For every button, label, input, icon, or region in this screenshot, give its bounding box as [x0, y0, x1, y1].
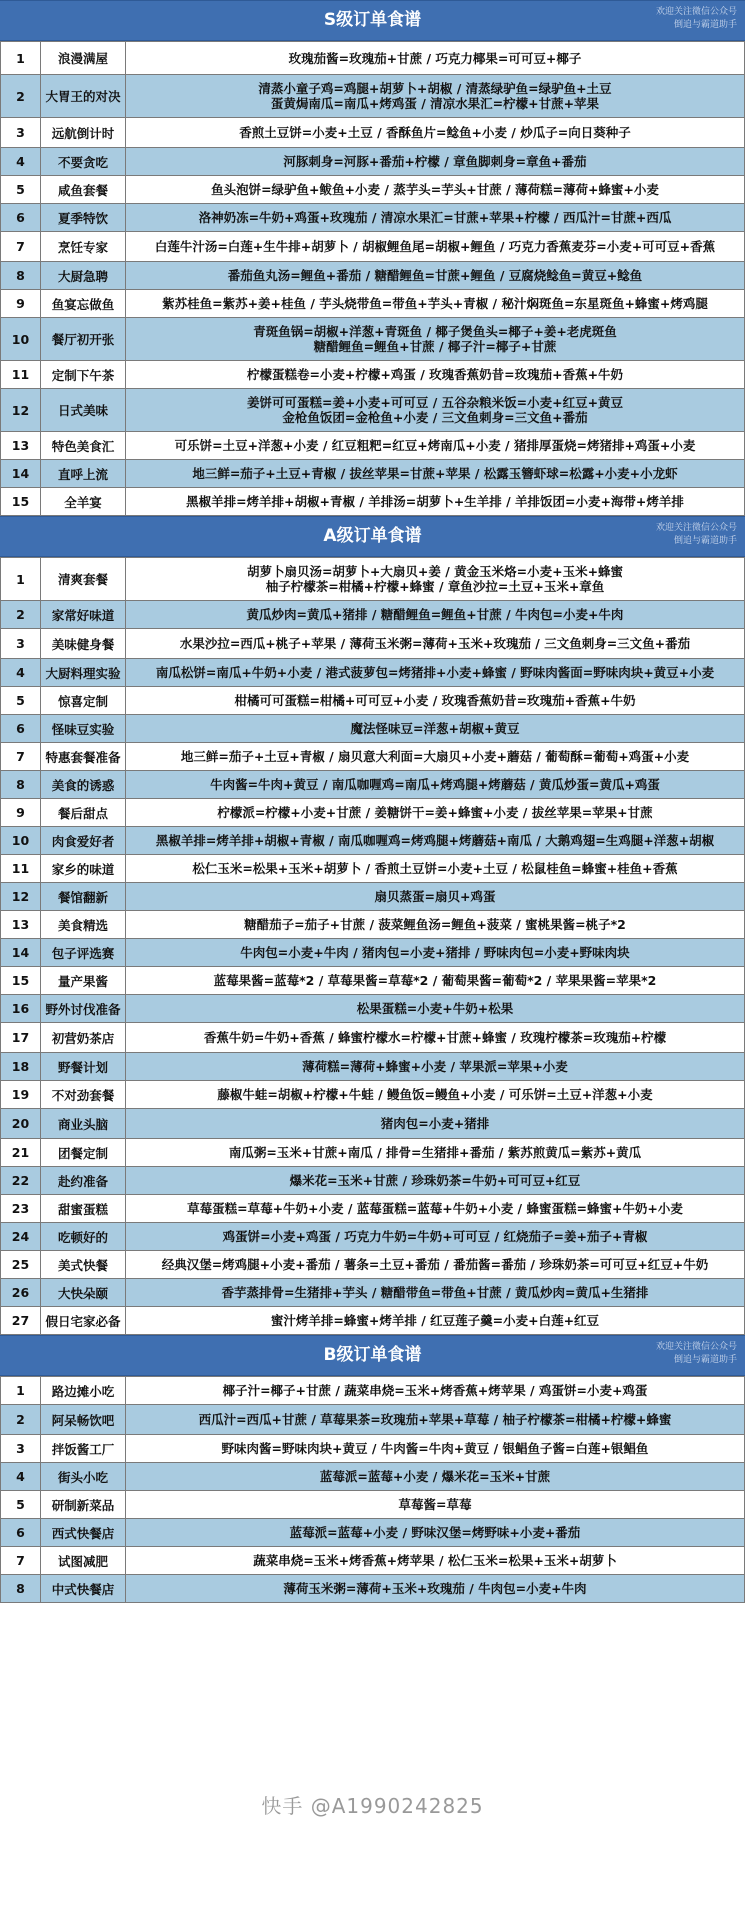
recipe-cell	[126, 1377, 745, 1405]
row-number: 8	[1, 771, 41, 799]
order-name: 大快朵颐	[41, 1279, 126, 1307]
row-number: 19	[1, 1081, 41, 1109]
row-number: 13	[1, 911, 41, 939]
recipe-line: 猪肉包=小麦+猪排	[380, 1116, 490, 1131]
row-number: 7	[1, 232, 41, 262]
recipe-line: 清蒸小童子鸡=鸡腿+胡萝卜+胡椒 / 清蒸绿驴鱼=绿驴鱼+土豆	[258, 81, 612, 96]
recipe-table	[0, 1376, 745, 1603]
row-number: 5	[1, 687, 41, 715]
row-number: 26	[1, 1279, 41, 1307]
watermark-line: 倒追与霸道助手	[673, 20, 737, 30]
order-name: 大厨急聘	[41, 262, 126, 290]
order-name: 烹饪专家	[41, 232, 126, 262]
table-row	[1, 687, 745, 715]
recipe-line: 蜜汁烤羊排=蜂蜜+烤羊排 / 红豆莲子羹=小麦+白莲+红豆	[270, 1313, 600, 1328]
row-number: 7	[1, 1547, 41, 1575]
order-name: 美食精选	[41, 911, 126, 939]
recipe-cell	[126, 1491, 745, 1519]
recipe-line: 柚子柠檬茶=柑橘+柠檬+蜂蜜 / 章鱼沙拉=土豆+玉米+章鱼	[265, 579, 605, 594]
row-number: 2	[1, 75, 41, 118]
table-row	[1, 1547, 745, 1575]
recipe-line: 草莓酱=草莓	[398, 1497, 472, 1512]
recipe-cell	[126, 883, 745, 911]
recipe-line: 蓝莓派=蓝莓+小麦 / 爆米花=玉米+甘蔗	[319, 1469, 551, 1484]
order-name: 中式快餐店	[41, 1575, 126, 1603]
recipe-line: 香蕉牛奶=牛奶+香蕉 / 蜂蜜柠檬水=柠檬+甘蔗+蜂蜜 / 玫瑰柠檬茶=玫瑰茄+柠檬	[203, 1030, 667, 1045]
table-row	[1, 1251, 745, 1279]
recipe-cell	[126, 855, 745, 883]
order-name: 美式快餐	[41, 1251, 126, 1279]
order-name: 量产果酱	[41, 967, 126, 995]
section-header	[0, 516, 745, 557]
recipe-line: 蛋黄焗南瓜=南瓜+烤鸡蛋 / 清凉水果汇=柠檬+甘蔗+苹果	[270, 96, 600, 111]
table-row	[1, 883, 745, 911]
recipe-cell	[126, 361, 745, 389]
row-number: 3	[1, 629, 41, 659]
row-number: 12	[1, 883, 41, 911]
recipe-line: 地三鲜=茄子+土豆+青椒 / 拔丝苹果=甘蔗+苹果 / 松露玉簪虾球=松露+小麦+小龙虾	[192, 466, 678, 481]
order-name: 特惠套餐准备	[41, 743, 126, 771]
row-number: 15	[1, 967, 41, 995]
order-name: 赴约准备	[41, 1167, 126, 1195]
recipe-cell	[126, 42, 745, 75]
recipe-cell	[126, 1463, 745, 1491]
row-number: 5	[1, 1491, 41, 1519]
recipe-line: 鸡蛋饼=小麦+鸡蛋 / 巧克力牛奶=牛奶+可可豆 / 红烧茄子=姜+茄子+青椒	[222, 1229, 648, 1244]
recipe-cell	[126, 771, 745, 799]
recipe-line: 薄荷糕=薄荷+蜂蜜+小麦 / 苹果派=苹果+小麦	[302, 1059, 568, 1074]
table-row	[1, 262, 745, 290]
table-row	[1, 659, 745, 687]
recipe-cell	[126, 1435, 745, 1463]
table-row	[1, 771, 745, 799]
watermark-line: 欢迎关注微信公众号	[655, 1342, 737, 1352]
recipe-cell	[126, 967, 745, 995]
order-name: 不要贪吃	[41, 148, 126, 176]
recipe-line: 蓝莓派=蓝莓+小麦 / 野味汉堡=烤野味+小麦+番茄	[289, 1525, 581, 1540]
watermark-line: 倒追与霸道助手	[673, 1355, 737, 1365]
recipe-line: 魔法怪味豆=洋葱+胡椒+黄豆	[350, 721, 520, 736]
row-number: 22	[1, 1167, 41, 1195]
table-row	[1, 460, 745, 488]
recipe-line: 可乐饼=土豆+洋葱+小麦 / 红豆粗粑=红豆+烤南瓜+小麦 / 猪排厚蛋烧=烤猪排+鸡蛋+小麦	[174, 438, 696, 453]
row-number: 10	[1, 318, 41, 361]
table-row	[1, 75, 745, 118]
row-number: 12	[1, 389, 41, 432]
recipe-line: 野味肉酱=野味肉块+黄豆 / 牛肉酱=牛肉+黄豆 / 银鲳鱼子酱=白莲+银鲳鱼	[221, 1441, 649, 1456]
recipe-table	[0, 41, 745, 516]
recipe-line: 南瓜粥=玉米+甘蔗+南瓜 / 排骨=生猪排+番茄 / 紫苏煎黄瓜=紫苏+黄瓜	[228, 1145, 642, 1160]
recipe-cell	[126, 1223, 745, 1251]
recipe-line: 薄荷玉米粥=薄荷+玉米+玫瑰茄 / 牛肉包=小麦+牛肉	[283, 1581, 587, 1596]
table-row	[1, 1519, 745, 1547]
row-number: 8	[1, 1575, 41, 1603]
order-name: 试图减肥	[41, 1547, 126, 1575]
recipe-line: 蓝莓果酱=蓝莓*2 / 草莓果酱=草莓*2 / 葡萄果酱=葡萄*2 / 苹果果酱=苹果*2	[213, 973, 657, 988]
recipe-cell	[126, 432, 745, 460]
recipe-line: 水果沙拉=西瓜+桃子+苹果 / 薄荷玉米粥=薄荷+玉米+玫瑰茄 / 三文鱼刺身=三文鱼+番茄	[179, 636, 691, 651]
table-row	[1, 601, 745, 629]
recipe-line: 黑椒羊排=烤羊排+胡椒+青椒 / 羊排汤=胡萝卜+生羊排 / 羊排饭团=小麦+海带+烤羊排	[186, 494, 684, 509]
order-name: 餐馆翻新	[41, 883, 126, 911]
section-title: A级订单食谱	[323, 526, 422, 546]
recipe-line: 香煎土豆饼=小麦+土豆 / 香酥鱼片=鲶鱼+小麦 / 炒瓜子=向日葵种子	[239, 125, 631, 140]
order-name: 包子评选赛	[41, 939, 126, 967]
recipe-cell	[126, 118, 745, 148]
table-row	[1, 318, 745, 361]
table-row	[1, 939, 745, 967]
header-watermark	[656, 6, 737, 32]
row-number: 21	[1, 1139, 41, 1167]
row-number: 17	[1, 1023, 41, 1053]
order-name: 美味健身餐	[41, 629, 126, 659]
recipe-cell	[126, 232, 745, 262]
row-number: 2	[1, 1405, 41, 1435]
row-number: 1	[1, 1377, 41, 1405]
table-row	[1, 995, 745, 1023]
recipe-cell	[126, 1547, 745, 1575]
order-name: 野餐计划	[41, 1053, 126, 1081]
row-number: 9	[1, 799, 41, 827]
table-row	[1, 389, 745, 432]
recipe-line: 黑椒羊排=烤羊排+胡椒+青椒 / 南瓜咖喱鸡=烤鸡腿+烤蘑菇+南瓜 / 大鹅鸡翅=生鸡腿+洋葱+胡椒	[155, 833, 715, 848]
table-row	[1, 1575, 745, 1603]
recipe-cell	[126, 262, 745, 290]
recipe-line: 糖醋鲤鱼=鲤鱼+甘蔗 / 椰子汁=椰子+甘蔗	[313, 339, 557, 354]
row-number: 4	[1, 1463, 41, 1491]
recipe-cell	[126, 460, 745, 488]
order-name: 餐后甜点	[41, 799, 126, 827]
row-number: 14	[1, 939, 41, 967]
recipe-line: 藤椒牛蛙=胡椒+柠檬+牛蛙 / 鳗鱼饭=鳗鱼+小麦 / 可乐饼=土豆+洋葱+小麦	[217, 1087, 653, 1102]
row-number: 5	[1, 176, 41, 204]
row-number: 11	[1, 855, 41, 883]
table-row	[1, 967, 745, 995]
table-row	[1, 1139, 745, 1167]
table-row	[1, 290, 745, 318]
recipe-line: 金枪鱼饭团=金枪鱼+小麦 / 三文鱼刺身=三文鱼+番茄	[282, 410, 588, 425]
row-number: 6	[1, 204, 41, 232]
recipe-cell	[126, 911, 745, 939]
recipe-line: 胡萝卜扇贝汤=胡萝卜+大扇贝+姜 / 黄金玉米烙=小麦+玉米+蜂蜜	[246, 564, 624, 579]
recipe-line: 柠檬派=柠檬+小麦+甘蔗 / 姜糖饼干=姜+蜂蜜+小麦 / 拔丝苹果=苹果+甘蔗	[217, 805, 653, 820]
table-row	[1, 799, 745, 827]
recipe-line: 蔬菜串烧=玉米+烤香蕉+烤苹果 / 松仁玉米=松果+玉米+胡萝卜	[253, 1553, 617, 1568]
recipe-cell	[126, 743, 745, 771]
recipe-line: 白莲牛汁汤=白莲+生牛排+胡萝卜 / 胡椒鲤鱼尾=胡椒+鲤鱼 / 巧克力香蕉麦芬=小麦+可可豆+香蕉	[154, 239, 716, 254]
recipe-cell	[126, 176, 745, 204]
recipe-cell	[126, 1307, 745, 1335]
recipe-cell	[126, 1251, 745, 1279]
table-row	[1, 1167, 745, 1195]
recipe-cell	[126, 1167, 745, 1195]
recipe-cell	[126, 75, 745, 118]
table-row	[1, 1223, 745, 1251]
recipe-line: 玫瑰茄酱=玫瑰茄+甘蔗 / 巧克力椰果=可可豆+椰子	[288, 50, 582, 66]
row-number: 3	[1, 1435, 41, 1463]
order-name: 远航倒计时	[41, 118, 126, 148]
order-name: 餐厅初开张	[41, 318, 126, 361]
row-number: 7	[1, 743, 41, 771]
recipe-cell	[126, 799, 745, 827]
order-name: 团餐定制	[41, 1139, 126, 1167]
order-name: 惊喜定制	[41, 687, 126, 715]
watermark-line: 欢迎关注微信公众号	[655, 7, 737, 17]
row-number: 8	[1, 262, 41, 290]
recipe-cell	[126, 1081, 745, 1109]
recipe-line: 爆米花=玉米+甘蔗 / 珍珠奶茶=牛奶+可可豆+红豆	[289, 1173, 581, 1188]
row-number: 6	[1, 715, 41, 743]
recipe-line: 番茄鱼丸汤=鲤鱼+番茄 / 糖醋鲤鱼=甘蔗+鲤鱼 / 豆腐烧鲶鱼=黄豆+鲶鱼	[227, 268, 643, 283]
row-number: 10	[1, 827, 41, 855]
table-row	[1, 558, 745, 601]
header-watermark	[656, 1341, 737, 1367]
header-watermark	[656, 522, 737, 548]
table-row	[1, 855, 745, 883]
section-header	[0, 1335, 745, 1376]
row-number: 27	[1, 1307, 41, 1335]
table-row	[1, 361, 745, 389]
recipe-line: 青斑鱼锅=胡椒+洋葱+青斑鱼 / 椰子煲鱼头=椰子+姜+老虎斑鱼	[253, 324, 617, 339]
watermark-line: 欢迎关注微信公众号	[655, 523, 737, 533]
order-name: 阿呆畅饮吧	[41, 1405, 126, 1435]
recipe-cell	[126, 939, 745, 967]
order-name: 怪味豆实验	[41, 715, 126, 743]
order-name: 浪漫满屋	[41, 42, 126, 75]
recipe-cell	[126, 1405, 745, 1435]
order-name: 家常好味道	[41, 601, 126, 629]
row-number: 23	[1, 1195, 41, 1223]
row-number: 2	[1, 601, 41, 629]
recipe-cell	[126, 995, 745, 1023]
recipe-line: 洛神奶冻=牛奶+鸡蛋+玫瑰茄 / 清凉水果汇=甘蔗+苹果+柠檬 / 西瓜汁=甘蔗+西瓜	[198, 210, 672, 225]
recipe-cell	[126, 389, 745, 432]
order-name: 街头小吃	[41, 1463, 126, 1491]
recipe-cell	[126, 1279, 745, 1307]
recipe-line: 经典汉堡=烤鸡腿+小麦+番茄 / 薯条=土豆+番茄 / 番茄酱=番茄 / 珍珠奶茶=可可豆+红豆+牛奶	[161, 1257, 709, 1272]
recipe-cell	[126, 827, 745, 855]
recipe-cell	[126, 488, 745, 516]
recipe-line: 柠檬蛋糕卷=小麦+柠檬+鸡蛋 / 玫瑰香蕉奶昔=玫瑰茄+香蕉+牛奶	[246, 367, 624, 382]
recipe-cell	[126, 318, 745, 361]
table-row	[1, 911, 745, 939]
row-number: 1	[1, 558, 41, 601]
recipe-line: 松仁玉米=松果+玉米+胡萝卜 / 香煎土豆饼=小麦+土豆 / 松鼠桂鱼=蜂蜜+桂鱼+香蕉	[192, 861, 678, 876]
row-number: 9	[1, 290, 41, 318]
order-name: 野外讨伐准备	[41, 995, 126, 1023]
table-row	[1, 1023, 745, 1053]
recipe-cell	[126, 1519, 745, 1547]
order-name: 假日宅家必备	[41, 1307, 126, 1335]
table-row	[1, 1405, 745, 1435]
table-row	[1, 715, 745, 743]
table-row	[1, 176, 745, 204]
table-row	[1, 1491, 745, 1519]
order-name: 肉食爱好者	[41, 827, 126, 855]
recipe-line: 紫苏桂鱼=紫苏+姜+桂鱼 / 芋头烧带鱼=带鱼+芋头+青椒 / 秘汁焖斑鱼=东星斑鱼+蜂蜜+烤鸡腿	[162, 296, 708, 311]
section-header	[0, 0, 745, 41]
recipe-cell	[126, 290, 745, 318]
order-name: 日式美味	[41, 389, 126, 432]
row-number: 6	[1, 1519, 41, 1547]
recipe-line: 姜饼可可蛋糕=姜+小麦+可可豆 / 五谷杂粮米饭=小麦+红豆+黄豆	[246, 395, 624, 410]
recipe-line: 柑橘可可蛋糕=柑橘+可可豆+小麦 / 玫瑰香蕉奶昔=玫瑰茄+香蕉+牛奶	[234, 693, 636, 708]
recipe-cell	[126, 629, 745, 659]
recipe-line: 鱼头泡饼=绿驴鱼+鲅鱼+小麦 / 蒸芋头=芋头+甘蔗 / 薄荷糕=薄荷+蜂蜜+小麦	[211, 182, 659, 197]
row-number: 13	[1, 432, 41, 460]
recipe-cell	[126, 687, 745, 715]
recipe-cell	[126, 148, 745, 176]
watermark-line: 倒追与霸道助手	[673, 536, 737, 546]
table-row	[1, 1307, 745, 1335]
recipe-table	[0, 557, 745, 1335]
recipe-cell	[126, 1109, 745, 1139]
table-row	[1, 1081, 745, 1109]
order-name: 定制下午茶	[41, 361, 126, 389]
recipe-cell	[126, 1023, 745, 1053]
table-row	[1, 432, 745, 460]
section-title: S级订单食谱	[323, 10, 422, 30]
row-number: 24	[1, 1223, 41, 1251]
recipe-line: 南瓜松饼=南瓜+牛奶+小麦 / 港式菠萝包=烤猪排+小麦+蜂蜜 / 野味肉酱面=野味肉块+黄豆+小麦	[155, 665, 715, 680]
row-number: 4	[1, 659, 41, 687]
order-name: 甜蜜蛋糕	[41, 1195, 126, 1223]
table-row	[1, 1195, 745, 1223]
order-name: 美食的诱惑	[41, 771, 126, 799]
row-number: 25	[1, 1251, 41, 1279]
recipe-line: 河豚刺身=河豚+番茄+柠檬 / 章鱼脚刺身=章鱼+番茄	[283, 154, 587, 169]
recipe-cell	[126, 601, 745, 629]
recipe-cell	[126, 1195, 745, 1223]
recipe-line: 扇贝蒸蛋=扇贝+鸡蛋	[374, 889, 496, 904]
table-row	[1, 148, 745, 176]
row-number: 14	[1, 460, 41, 488]
row-number: 1	[1, 42, 41, 75]
table-row	[1, 118, 745, 148]
row-number: 4	[1, 148, 41, 176]
recipe-line: 牛肉包=小麦+牛肉 / 猪肉包=小麦+猪排 / 野味肉包=小麦+野味肉块	[240, 945, 630, 960]
order-name: 西式快餐店	[41, 1519, 126, 1547]
table-row	[1, 1279, 745, 1307]
table-row	[1, 1377, 745, 1405]
table-row	[1, 827, 745, 855]
order-name: 清爽套餐	[41, 558, 126, 601]
row-number: 15	[1, 488, 41, 516]
recipe-line: 椰子汁=椰子+甘蔗 / 蔬菜串烧=玉米+烤香蕉+烤苹果 / 鸡蛋饼=小麦+鸡蛋	[222, 1383, 648, 1398]
recipe-line: 松果蛋糕=小麦+牛奶+松果	[356, 1001, 514, 1016]
recipe-cell	[126, 204, 745, 232]
row-number: 16	[1, 995, 41, 1023]
table-row	[1, 1463, 745, 1491]
order-name: 咸鱼套餐	[41, 176, 126, 204]
section-title: B级订单食谱	[323, 1345, 422, 1365]
row-number: 20	[1, 1109, 41, 1139]
recipe-line: 香芋蒸排骨=生猪排+芋头 / 糖醋带鱼=带鱼+甘蔗 / 黄瓜炒肉=黄瓜+生猪排	[221, 1285, 649, 1300]
bottom-watermark: 快手 @A1990242825	[261, 1794, 484, 1818]
row-number: 11	[1, 361, 41, 389]
table-row	[1, 204, 745, 232]
order-name: 拌饭酱工厂	[41, 1435, 126, 1463]
recipe-line: 糖醋茄子=茄子+甘蔗 / 菠菜鲤鱼汤=鲤鱼+菠菜 / 蜜桃果酱=桃子*2	[244, 917, 626, 932]
order-name: 吃顿好的	[41, 1223, 126, 1251]
table-row	[1, 1053, 745, 1081]
order-name: 夏季特饮	[41, 204, 126, 232]
table-row	[1, 743, 745, 771]
order-name: 直呼上流	[41, 460, 126, 488]
row-number: 3	[1, 118, 41, 148]
order-name: 大胃王的对决	[41, 75, 126, 118]
table-row	[1, 232, 745, 262]
recipe-cell	[126, 1575, 745, 1603]
order-name: 研制新菜品	[41, 1491, 126, 1519]
table-row	[1, 629, 745, 659]
recipe-line: 黄瓜炒肉=黄瓜+猪排 / 糖醋鲤鱼=鲤鱼+甘蔗 / 牛肉包=小麦+牛肉	[246, 607, 624, 622]
table-row	[1, 1109, 745, 1139]
row-number: 18	[1, 1053, 41, 1081]
order-name: 全羊宴	[41, 488, 126, 516]
recipe-cell	[126, 558, 745, 601]
recipe-cell	[126, 1053, 745, 1081]
order-name: 不对劲套餐	[41, 1081, 126, 1109]
table-row	[1, 42, 745, 75]
recipe-cell	[126, 1139, 745, 1167]
table-row	[1, 1435, 745, 1463]
recipe-line: 牛肉酱=牛肉+黄豆 / 南瓜咖喱鸡=南瓜+烤鸡腿+烤蘑菇 / 黄瓜炒蛋=黄瓜+鸡蛋	[210, 777, 660, 792]
order-name: 鱼宴忘做鱼	[41, 290, 126, 318]
recipe-line: 西瓜汁=西瓜+甘蔗 / 草莓果茶=玫瑰茄+苹果+草莓 / 柚子柠檬茶=柑橘+柠檬+蜂蜜	[198, 1412, 672, 1427]
order-name: 初营奶茶店	[41, 1023, 126, 1053]
recipe-line: 草莓蛋糕=草莓+牛奶+小麦 / 蓝莓蛋糕=蓝莓+牛奶+小麦 / 蜂蜜蛋糕=蜂蜜+牛奶+小麦	[187, 1201, 683, 1216]
order-name: 商业头脑	[41, 1109, 126, 1139]
table-row	[1, 488, 745, 516]
order-name: 路边摊小吃	[41, 1377, 126, 1405]
order-name: 大厨料理实验	[41, 659, 126, 687]
recipe-cell	[126, 659, 745, 687]
recipe-cell	[126, 715, 745, 743]
order-name: 特色美食汇	[41, 432, 126, 460]
recipe-line: 地三鲜=茄子+土豆+青椒 / 扇贝意大利面=大扇贝+小麦+蘑菇 / 葡萄酥=葡萄+鸡蛋+小麦	[180, 749, 690, 764]
order-name: 家乡的味道	[41, 855, 126, 883]
